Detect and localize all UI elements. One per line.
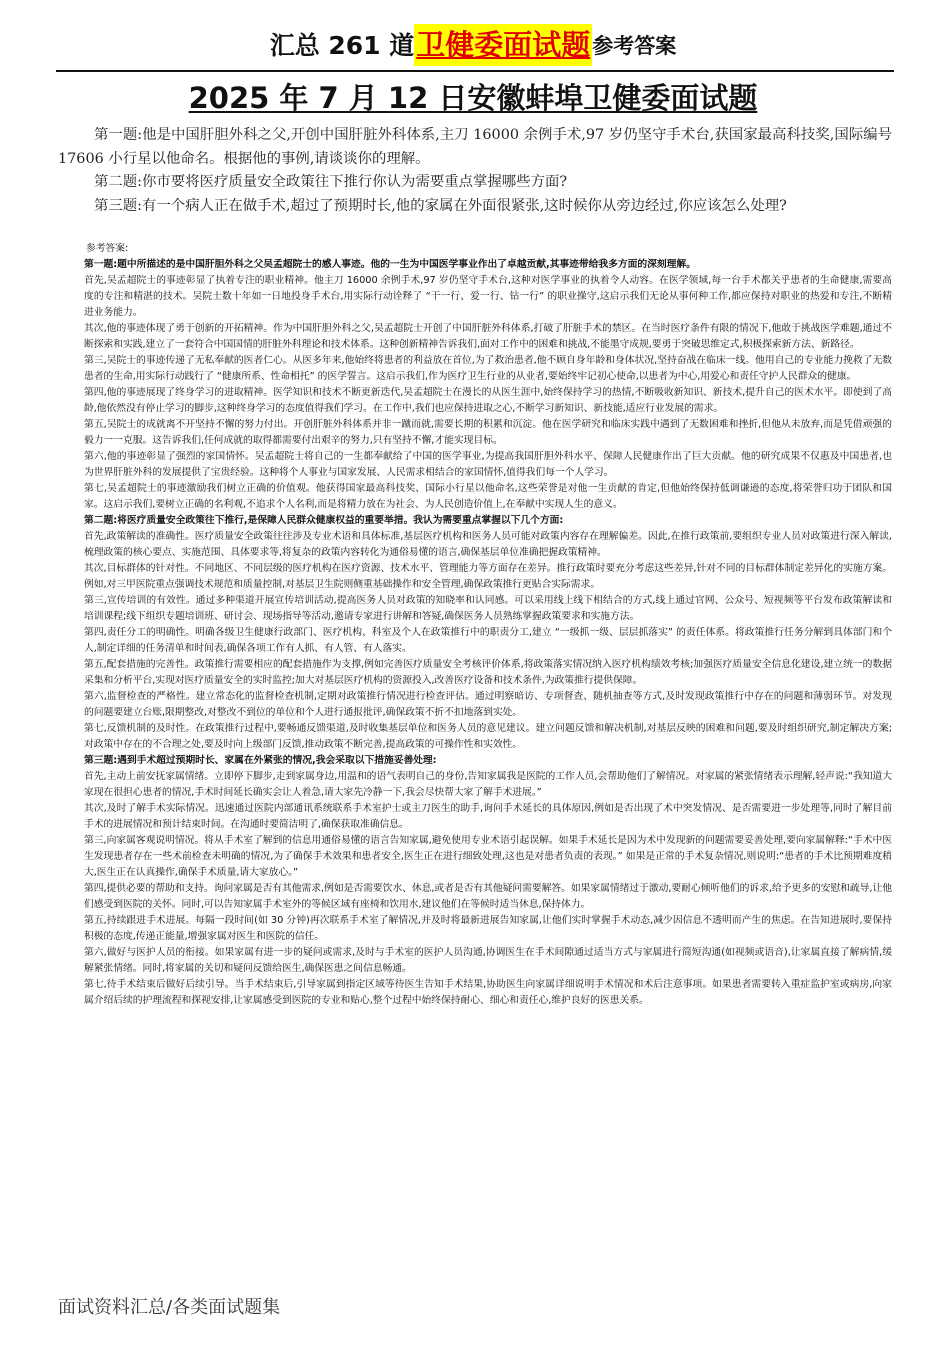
questions-block <box>58 124 892 218</box>
answer-2-heading: 第二题:将医疗质量安全政策往下推行,是保障人民群众健康权益的重要举措。我认为需要重点掌握以下几个方面: <box>84 515 564 526</box>
answers-block <box>84 241 892 1009</box>
answer-3-paragraph: 第三,向家属客观说明情况。将从手术室了解到的信息用通俗易懂的语言告知家属,避免使用专业术语引起误解。如果手术延长是因为术中发现新的问题需要妥善处理,要向家属解释:“手术中医生发现患者存在一些术前检查未明确的情况,为了确保手术效果和患者安全,医生正在进行细致处理,这也是对患者负责的表现。” 如果是正常的手术复杂情况,则说明:“患者的手术比预期难度稍大,医生正在认真操作,确保手术质量,请大家放心。” <box>84 835 892 878</box>
question-2: 第二题:你市要将医疗质量安全政策往下推行你认为需要重点掌握哪些方面? <box>94 174 568 190</box>
page-title <box>0 78 946 118</box>
answer-2-paragraph: 首先,政策解读的准确性。医疗质量安全政策往往涉及专业术语和具体标准,基层医疗机构和医务人员可能对政策内容存在理解偏差。因此,在推行政策前,要组织专业人员对政策进行深入解读,梳理政策的核心要点、实施范围、具体要求等,将复杂的政策内容转化为通俗易懂的语言,确保基层单位准确把握政策精神。 <box>84 531 892 558</box>
answer-2-paragraph: 第四,责任分工的明确性。明确各级卫生健康行政部门、医疗机构、科室及个人在政策推行中的职责分工,建立 “一级抓一级、层层抓落实” 的责任体系。将政策推行任务分解到具体部门和个人,制定详细的任务清单和时间表,确保各项工作有人抓、有人管、有人落实。 <box>84 627 892 654</box>
answer-1-paragraph: 第四,他的事迹展现了终身学习的进取精神。医学知识和技术不断更新迭代,吴孟超院士在漫长的从医生涯中,始终保持学习的热情,不断吸收新知识、新技术,提升自己的医术水平。即使到了高龄,他依然没有停止学习的脚步,这种终身学习的态度值得我们学习。在工作中,我们也应保持进取之心,不断学习新知识、新技能,适应行业发展的需求。 <box>84 387 892 414</box>
answer-2-paragraph: 第六,监督检查的严格性。建立常态化的监督检查机制,定期对政策推行情况进行检查评估。通过明察暗访、专项督查、随机抽查等方式,及时发现政策推行中存在的问题和薄弱环节。对发现的问题要建立台账,限期整改,对整改不到位的单位和个人进行通报批评,确保政策不折不扣地落到实处。 <box>84 691 892 718</box>
answer-1-paragraph: 第七,吴孟超院士的事迹激励我们树立正确的价值观。他获得国家最高科技奖、国际小行星以他命名,这些荣誉是对他一生贡献的肯定,但他始终保持低调谦逊的态度,将荣誉归功于团队和国家。这启示我们,要树立正确的名利观,不追求个人名利,而是将精力放在为社会、为人民创造价值上,在奉献中实现人生的意义。 <box>84 483 892 510</box>
answer-3-paragraph: 第四,提供必要的帮助和支持。询问家属是否有其他需求,例如是否需要饮水、休息,或者是否有其他疑问需要解答。如果家属情绪过于激动,要耐心倾听他们的诉求,给予更多的安慰和疏导,让他们感受到医院的关怀。同时,可以告知家属手术室外的等候区域有座椅和饮用水,建议他们在等候时适当休息,保持体力。 <box>84 883 892 910</box>
header-highlight: 卫健委面试题 <box>414 24 592 66</box>
page-footer: 面试资料汇总/各类面试题集 <box>58 1297 281 1318</box>
answer-1-paragraph: 第六,他的事迹彰显了强烈的家国情怀。吴孟超院士将自己的一生都奉献给了中国的医学事业,为提高我国肝胆外科水平、保障人民健康作出了巨大贡献。他的研究成果不仅惠及中国患者,也为世界肝脏外科的发展提供了宝贵经验。这种将个人事业与国家发展、人民需求相结合的家国情怀,值得我们每一个人学习。 <box>84 451 892 478</box>
answer-1-paragraph: 第五,吴院士的成就离不开坚持不懈的努力付出。开创肝脏外科体系并非一蹴而就,需要长期的积累和沉淀。他在医学研究和临床实践中遇到了无数困难和挫折,但他从未放弃,而是凭借顽强的毅力一一克服。这告诉我们,任何成就的取得都需要付出艰辛的努力,只有坚持不懈,才能实现目标。 <box>84 419 892 446</box>
page-header <box>0 22 946 66</box>
answer-1-paragraph: 第三,吴院士的事迹传递了无私奉献的医者仁心。从医多年来,他始终将患者的利益放在首位,为了救治患者,他不顾自身年龄和身体状况,坚持奋战在临床一线。他用自己的专业能力挽救了无数患者的生命,用实际行动践行了 “健康所系、性命相托” 的医学誓言。这启示我们,作为医疗卫生行业的从业者,要始终牢记初心使命,以患者为中心,用爱心和责任守护人民群众的健康。 <box>84 355 892 382</box>
page-title-text: 2025 年 7 月 12 日安徽蚌埠卫健委面试题 <box>188 81 758 115</box>
answer-3-paragraph: 第六,做好与医护人员的衔接。如果家属有进一步的疑问或需求,及时与手术室的医护人员沟通,协调医生在手术间隙通过适当方式与家属进行简短沟通(如视频或语音),让家属直接了解病情,缓解紧张情绪。同时,将家属的关切和疑问反馈给医生,确保医患之间信息畅通。 <box>84 947 892 974</box>
answer-3-paragraph: 首先,主动上前安抚家属情绪。立即停下脚步,走到家属身边,用温和的语气表明自己的身份,告知家属我是医院的工作人员,会帮助他们了解情况。对家属的紧张情绪表示理解,轻声说:“我知道大家现在很担心患者的情况,手术时间延长确实会让人着急,请大家先冷静一下,我会尽快帮大家了解手术进展。” <box>84 771 892 798</box>
question-3: 第三题:有一个病人正在做手术,超过了预期时长,他的家属在外面很紧张,这时候你从旁边经过,你应该怎么处理? <box>94 197 787 214</box>
answer-2-paragraph: 第七,反馈机制的及时性。在政策推行过程中,要畅通反馈渠道,及时收集基层单位和医务人员的意见建议。建立问题反馈和解决机制,对基层反映的困难和问题,要及时组织研究,制定解决方案;对政策中存在的不合理之处,要及时向上级部门反馈,推动政策不断完善,提高政策的可操作性和实效性。 <box>84 723 892 750</box>
answer-3-paragraph: 第七,待手术结束后做好后续引导。当手术结束后,引导家属到指定区域等待医生告知手术结果,协助医生向家属详细说明手术情况和术后注意事项。如果患者需要转入重症监护室或病房,向家属介绍后续的护理流程和探视安排,让家属感受到医院的专业和贴心,整个过程中始终保持耐心、细心和责任心,维护良好的医患关系。 <box>84 979 892 1006</box>
answers-label: 参考答案: <box>86 243 129 254</box>
answer-2-paragraph: 其次,目标群体的针对性。不同地区、不同层级的医疗机构在医疗资源、技术水平、管理能力等方面存在差异。推行政策时要充分考虑这些差异,针对不同的目标群体制定差异化的实施方案。例如,对三甲医院重点强调技术规范和质量控制,对基层卫生院则侧重基础操作和安全管理,确保政策推行更贴合实际需求。 <box>84 563 892 590</box>
answer-1-paragraph: 其次,他的事迹体现了勇于创新的开拓精神。作为中国肝胆外科之父,吴孟超院士开创了中国肝脏外科体系,打破了肝脏手术的禁区。在当时医疗条件有限的情况下,他敢于挑战医学难题,通过不断探索和实践,建立了一套符合中国国情的肝脏外科理论和技术体系。这种创新精神告诉我们,面对工作中的困难和挑战,不能墨守成规,要勇于突破思维定式,积极探索新方法、新路径。 <box>84 323 892 350</box>
answer-3-heading: 第三题:遇到手术超过预期时长、家属在外紧张的情况,我会采取以下措施妥善处理: <box>84 755 437 766</box>
question-1: 第一题:他是中国肝胆外科之父,开创中国肝脏外科体系,主刀 16000 余例手术,97 岁仍坚守手术台,获国家最高科技奖,国际编号 17606 小行星以他命名。根据他的事例,请谈谈你的理解。 <box>58 127 892 167</box>
answer-3-paragraph: 第五,持续跟进手术进展。每隔一段时间(如 30 分钟)再次联系手术室了解情况,并及时将最新进展告知家属,让他们实时掌握手术动态,减少因信息不透明而产生的焦虑。在告知进展时,要保持积极的态度,传递正能量,增强家属对医生和医院的信任。 <box>84 915 892 942</box>
answer-2-paragraph: 第五,配套措施的完善性。政策推行需要相应的配套措施作为支撑,例如完善医疗质量安全考核评价体系,将政策落实情况纳入医疗机构绩效考核;加强医疗质量安全信息化建设,建立统一的数据采集和分析平台,实现对医疗质量安全的实时监控;加大对基层医疗机构的资源投入,改善医疗设备和技术条件,为政策推行提供保障。 <box>84 659 892 686</box>
header-prefix: 汇总 261 道 <box>269 31 415 60</box>
header-divider <box>56 70 894 72</box>
answer-2-paragraph: 第三,宣传培训的有效性。通过多种渠道开展宣传培训活动,提高医务人员对政策的知晓率和认同感。可以采用线上线下相结合的方式,线上通过官网、公众号、短视频等平台发布政策解读和培训课程;线下组织专题培训班、研讨会、现场指导等活动,邀请专家进行讲解和答疑,确保医务人员熟练掌握政策要求和实施方法。 <box>84 595 892 622</box>
answer-3-paragraph: 其次,及时了解手术实际情况。迅速通过医院内部通讯系统联系手术室护士或主刀医生的助手,询问手术延长的具体原因,例如是否出现了术中突发情况、是否需要进一步处理等,同时了解目前手术的进展情况和预计结束时间。在沟通时要简洁明了,确保获取准确信息。 <box>84 803 892 830</box>
answer-1-paragraph: 首先,吴孟超院士的事迹彰显了执着专注的职业精神。他主刀 16000 余例手术,97 岁仍坚守手术台,这种对医学事业的执着令人动容。在医学领域,每一台手术都关乎患者的生命健康,需要高度的专注和精湛的技术。吴院士数十年如一日地投身手术台,用实际行动诠释了 “干一行、爱一行、钻一行” 的职业操守,这启示我们无论从事何种工作,都应保持对职业的热爱和专注,不断精进业务能力。 <box>84 275 892 318</box>
header-suffix: 参考答案 <box>592 34 677 58</box>
answer-1-heading: 第一题:题中所描述的是中国肝胆外科之父吴孟超院士的感人事迹。他的一生为中国医学事业作出了卓越贡献,其事迹带给我多方面的深刻理解。 <box>84 259 696 270</box>
